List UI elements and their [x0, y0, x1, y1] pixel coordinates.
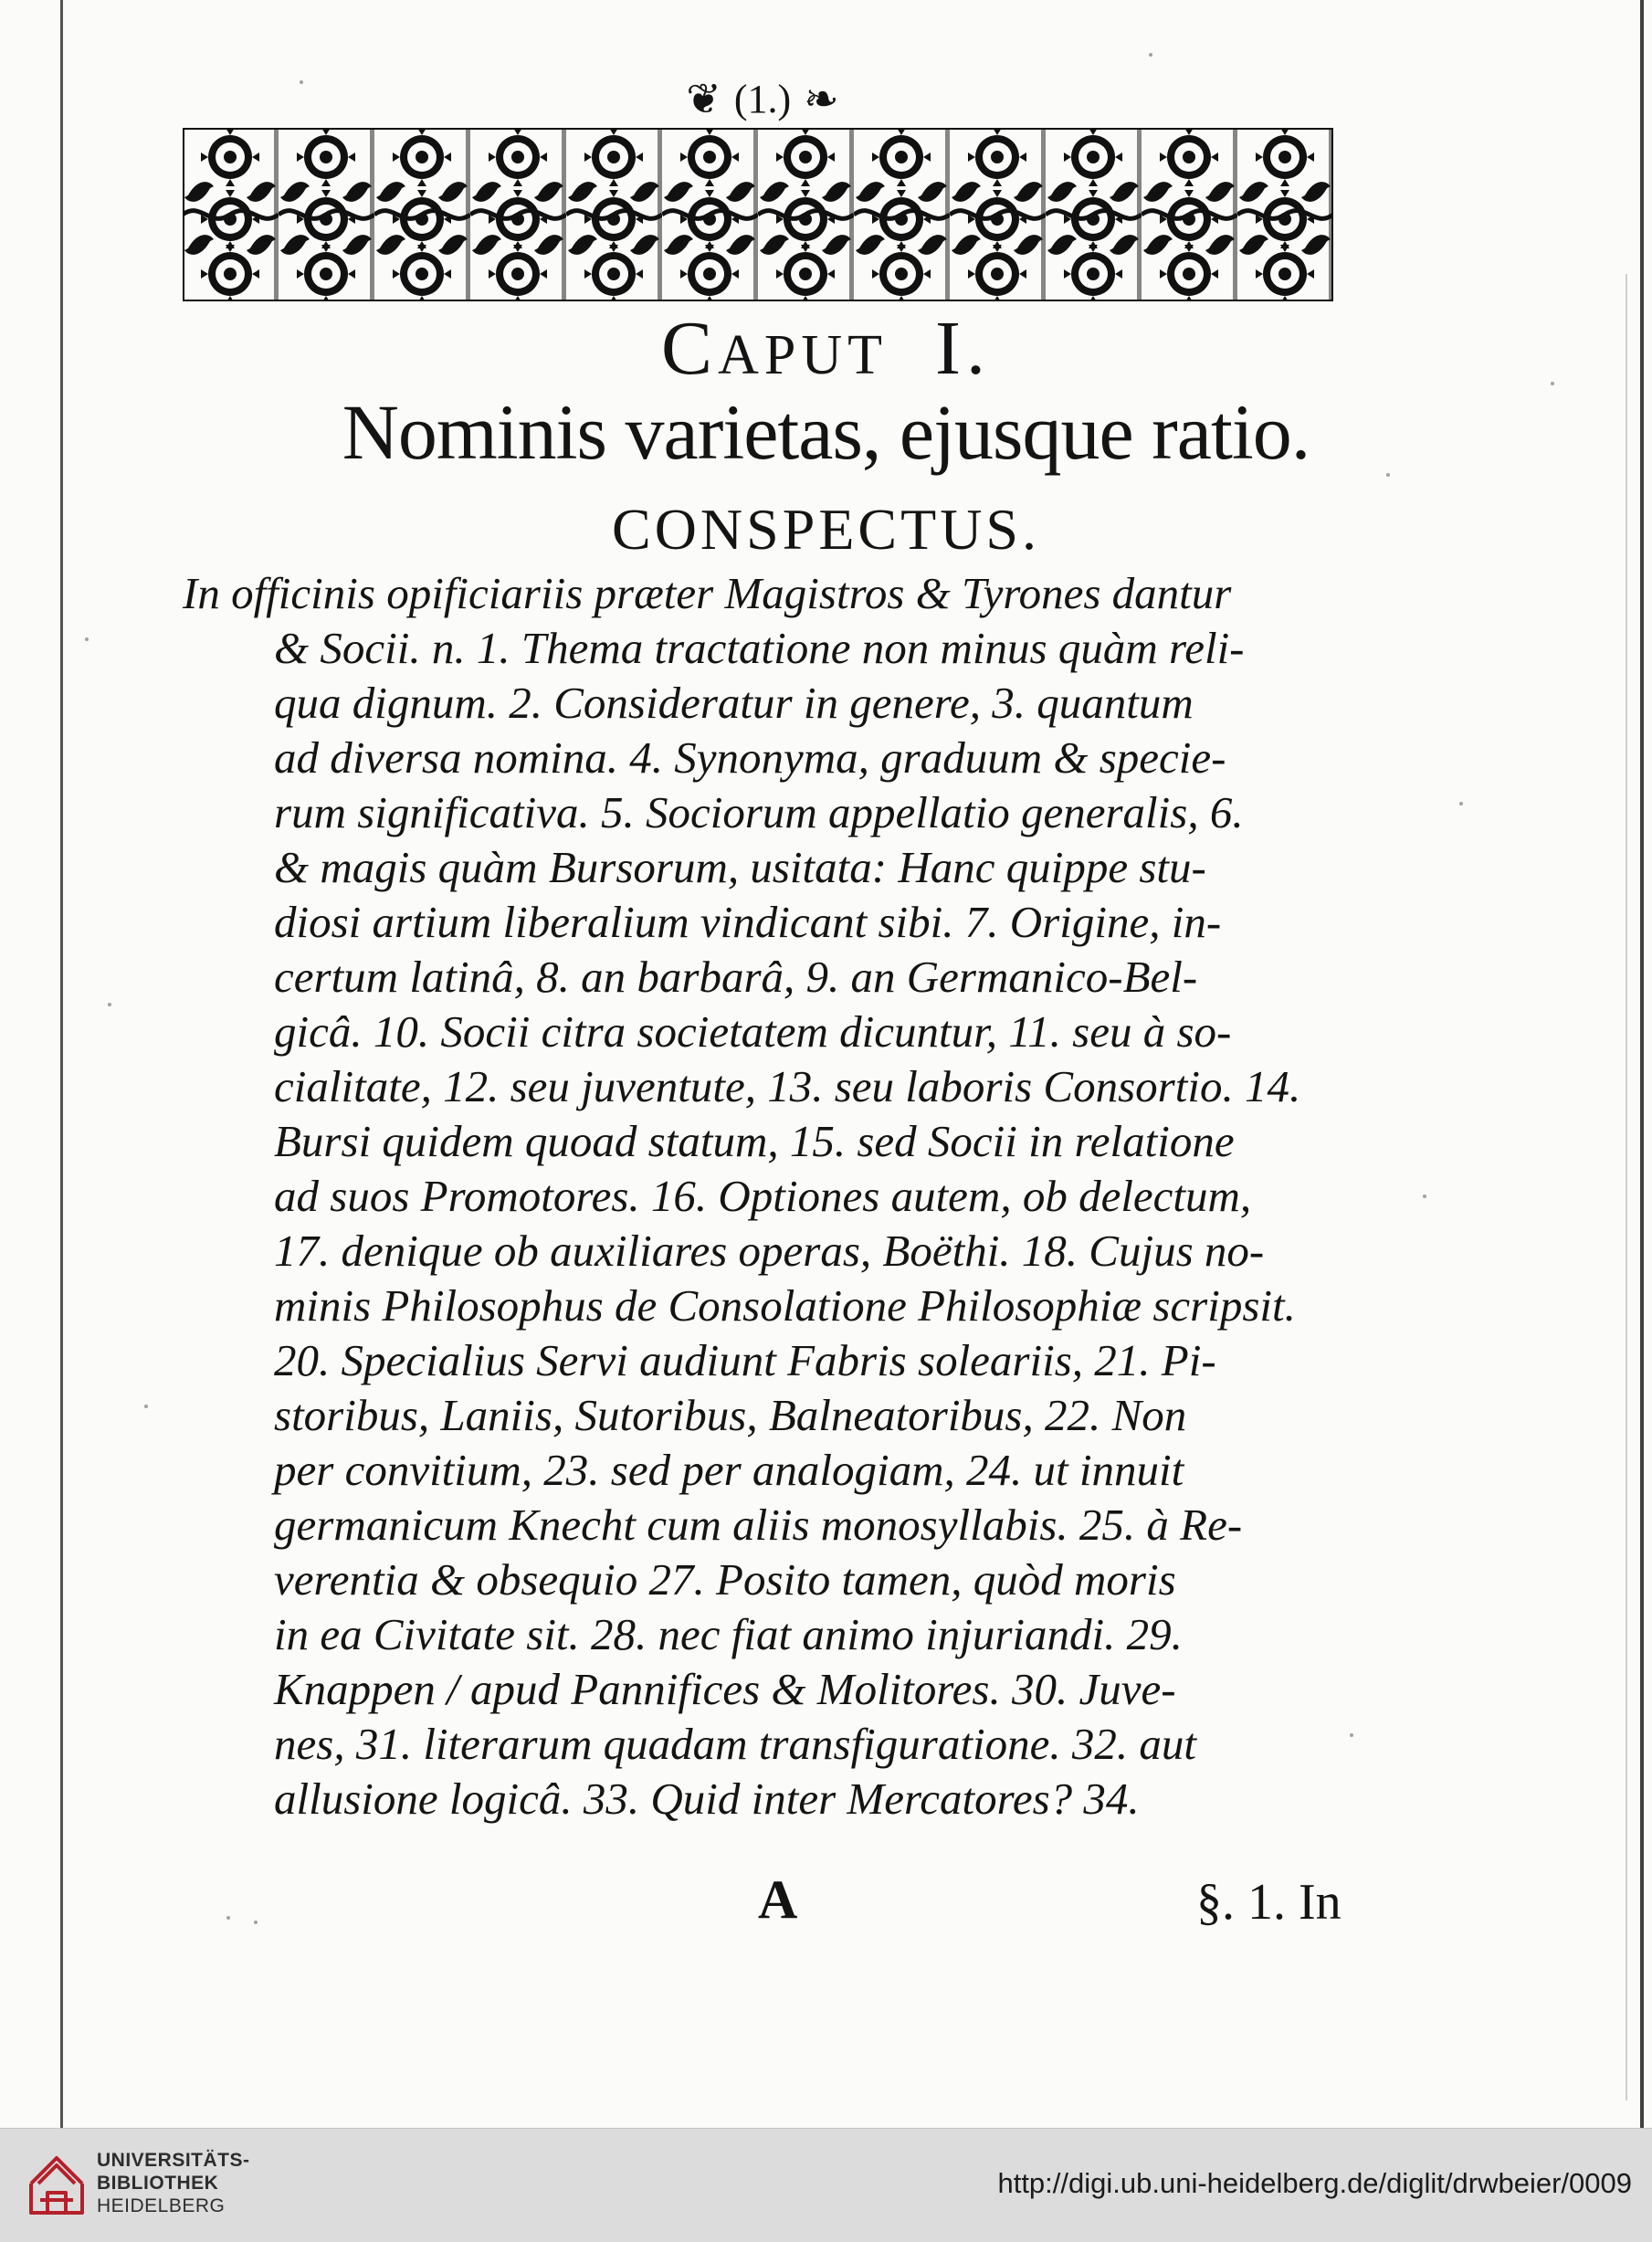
- chapter-subtitle: Nominis varietas, ejusque ratio.: [342, 388, 1310, 476]
- page-number: (1.): [733, 76, 792, 121]
- viewer-footer: [0, 2128, 1652, 2242]
- text-line: In officinis opificiariis præter Magistros & Tyrones dantur: [183, 568, 1232, 618]
- text-line: cialitate, 12. seu juventute, 13. seu laboris Consortio. 14.: [274, 1061, 1301, 1111]
- text-line: storibus, Laniis, Sutoribus, Balneatoribus, 22. Non: [274, 1390, 1187, 1440]
- text-line: 20. Specialius Servi audiunt Fabris soleariis, 21. Pi-: [274, 1335, 1216, 1385]
- chapter-number: I.: [934, 306, 991, 391]
- page-number-row: [630, 62, 895, 135]
- text-line: in ea Civitate sit. 28. nec fiat animo injuriandi. 29.: [274, 1609, 1183, 1659]
- text-line: rum significativa. 5. Sociorum appellatio generalis, 6.: [274, 787, 1244, 837]
- library-name-line3: HEIDELBERG: [97, 2195, 226, 2216]
- headpiece-ornament-icon: [183, 128, 1333, 301]
- library-name-line1: UNIVERSITÄTS-: [97, 2150, 250, 2171]
- library-name-line2: BIBLIOTHEK: [97, 2173, 219, 2194]
- text-line: nes, 31. literarum quadam transfiguratione. 32. aut: [274, 1719, 1196, 1769]
- text-line: diosi artium liberalium vindicant sibi. 7. Origine, in-: [274, 897, 1222, 947]
- text-line: per convitium, 23. sed per analogiam, 24. ut innuit: [274, 1445, 1184, 1495]
- text-line: germanicum Knecht cum aliis monosyllabis. 25. à Re-: [274, 1500, 1243, 1550]
- text-line: verentia & obsequio 27. Posito tamen, quòd moris: [274, 1554, 1176, 1605]
- chapter-heading: [0, 306, 1652, 391]
- library-name: [97, 2149, 250, 2217]
- conspectus-heading: CONSPECTUS.: [612, 497, 1040, 562]
- right-fleuron-icon: ❧: [804, 74, 839, 123]
- text-line: & magis quàm Bursorum, usitata: Hanc quippe stu-: [274, 842, 1206, 892]
- chapter-heading-word: APUT: [718, 324, 888, 386]
- text-line: Knappen / apud Pannifices & Molitores. 30. Juve-: [274, 1664, 1176, 1714]
- text-line: minis Philosophus de Consolatione Philosophiæ scripsit.: [274, 1280, 1296, 1331]
- text-line: 17. denique ob auxiliares operas, Boëthi. 18. Cujus no-: [274, 1226, 1265, 1276]
- text-line: ad suos Promotores. 16. Optiones autem, ob delectum,: [274, 1171, 1252, 1221]
- text-line: qua dignum. 2. Consideratur in genere, 3. quantum: [274, 678, 1194, 728]
- text-line: ad diversa nomina. 4. Synonyma, graduum & specie-: [274, 732, 1226, 783]
- text-line: allusione logicâ. 33. Quid inter Mercatores? 34.: [274, 1774, 1140, 1824]
- text-line: Bursi quidem quoad statum, 15. sed Socii in relatione: [274, 1116, 1235, 1166]
- text-line: gicâ. 10. Socii citra societatem dicuntur, 11. seu à so-: [274, 1006, 1232, 1057]
- text-line: certum latinâ, 8. an barbarâ, 9. an Germanico-Bel-: [274, 952, 1198, 1002]
- text-line: & Socii. n. 1. Thema tractatione non minus quàm reli-: [274, 623, 1245, 673]
- signature-mark: A: [758, 1869, 798, 1930]
- chapter-heading-initial: C: [661, 306, 719, 391]
- catchword: §. 1. In: [1196, 1874, 1342, 1931]
- university-library-logo-icon: [24, 2147, 89, 2220]
- left-fleuron-icon: ❦: [686, 74, 721, 123]
- page-url-link[interactable]: http://digi.ub.uni-heidelberg.de/diglit/drwbeier/0009: [997, 2167, 1632, 2199]
